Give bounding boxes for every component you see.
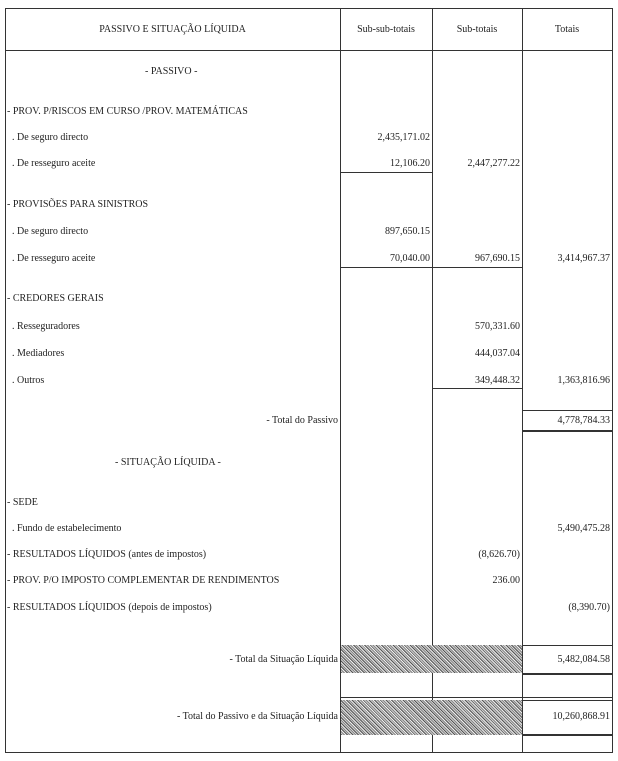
shaded-cell <box>341 700 522 735</box>
row-label: - RESULTADOS LÍQUIDOS (depois de impostos) <box>7 602 212 613</box>
value-c2: 349,448.32 <box>475 375 520 386</box>
row-label: - Total do Passivo e da Situação Líquida <box>176 711 338 722</box>
row-label: - Total da Situação Líquida <box>229 654 338 665</box>
row-label: . De seguro directo <box>12 132 89 143</box>
subtotal-rule <box>432 388 522 389</box>
value-c3: 10,260,868.91 <box>552 711 610 722</box>
row-label: - Total do Passivo <box>266 415 338 426</box>
row-label: . Outros <box>12 375 45 386</box>
section-situacao: - SITUAÇÃO LÍQUIDA - <box>115 457 221 468</box>
value-c3: 3,414,967.37 <box>557 253 610 264</box>
shaded-cell <box>341 645 522 673</box>
value-c2: 2,447,277.22 <box>467 158 520 169</box>
total-rule <box>522 430 612 432</box>
value-c2: 570,331.60 <box>475 321 520 332</box>
header-divider <box>5 50 612 51</box>
value-c3: 5,482,084.58 <box>557 654 610 665</box>
row-label: . De seguro directo <box>12 226 89 237</box>
header-totais: Totais <box>554 23 580 35</box>
total-rule <box>522 673 612 675</box>
row-label: . Fundo de estabelecimento <box>12 523 122 534</box>
value-c2: (8,626.70) <box>478 549 520 560</box>
header-sub-totais: Sub-totais <box>456 23 498 35</box>
subtotal-rule <box>340 172 432 173</box>
row-label: - PROV. P/RISCOS EM CURSO /PROV. MATEMÁTICAS <box>7 106 248 117</box>
header-passivo: PASSIVO E SITUAÇÃO LÍQUIDA <box>99 23 246 35</box>
total-rule <box>340 697 612 698</box>
subtotal-rule <box>340 267 522 268</box>
row-label: - CREDORES GERAIS <box>7 293 104 304</box>
frame-left <box>5 8 6 753</box>
total-rule <box>522 645 612 646</box>
value-c1: 2,435,171.02 <box>377 132 430 143</box>
row-label: - RESULTADOS LÍQUIDOS (antes de impostos) <box>7 549 207 560</box>
frame-right <box>612 8 613 753</box>
value-c1: 12,106.20 <box>390 158 430 169</box>
value-c3: 1,363,816.96 <box>557 375 610 386</box>
row-label: . De resseguro aceite <box>12 158 96 169</box>
value-c1: 897,650.15 <box>385 226 430 237</box>
row-label: - PROVISÕES PARA SINISTROS <box>7 199 149 210</box>
value-c3: 4,778,784.33 <box>557 415 610 426</box>
value-c3: (8,390.70) <box>568 602 610 613</box>
frame-bottom <box>5 752 612 753</box>
value-c2: 444,037.04 <box>475 348 520 359</box>
total-rule <box>522 410 612 411</box>
value-c2: 967,690.15 <box>475 253 520 264</box>
header-sub-sub-totais: Sub-sub-totais <box>357 23 415 35</box>
value-c3: 5,490,475.28 <box>557 523 610 534</box>
row-label: - PROV. P/O IMPOSTO COMPLEMENTAR DE RENDIMENTOS <box>7 575 280 586</box>
row-label: . De resseguro aceite <box>12 253 96 264</box>
col-divider-1 <box>340 8 341 753</box>
row-label: - SEDE <box>7 497 38 508</box>
row-label: . Resseguradores <box>12 321 80 332</box>
row-label: . Mediadores <box>12 348 65 359</box>
total-rule <box>522 700 612 701</box>
total-rule <box>522 734 612 736</box>
section-passivo: - PASSIVO - <box>145 66 198 77</box>
value-c1: 70,040.00 <box>390 253 430 264</box>
value-c2: 236.00 <box>492 575 520 586</box>
